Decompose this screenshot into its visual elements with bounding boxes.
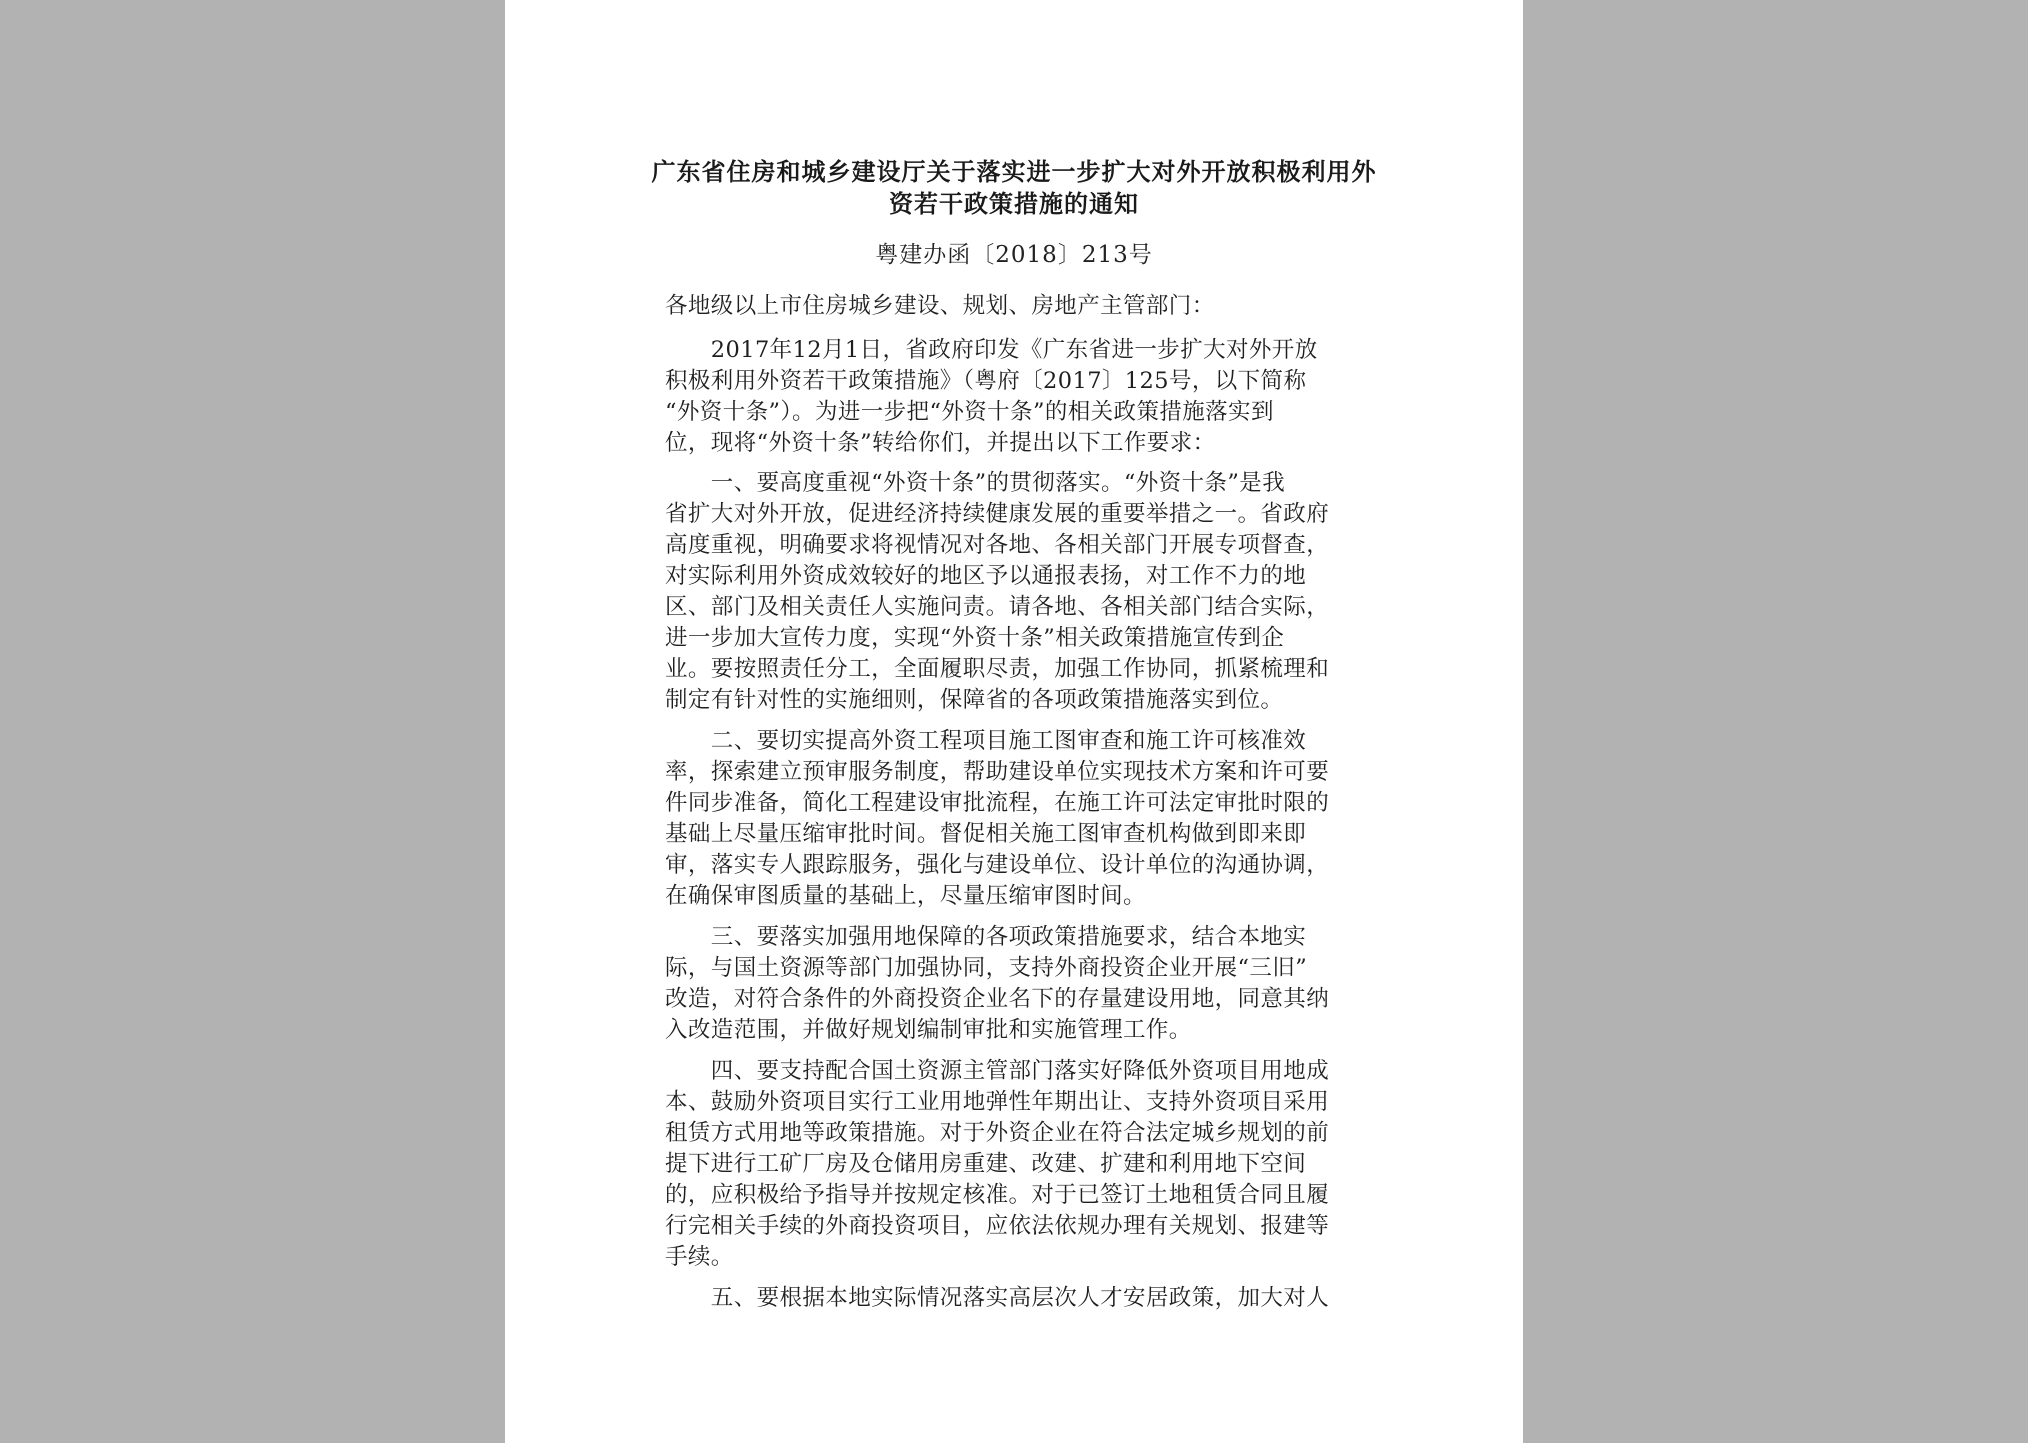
body-line: 行完相关手续的外商投资项目，应依法依规办理有关规划、报建等	[665, 1213, 1330, 1239]
body-line: 省扩大对外开放，促进经济持续健康发展的重要举措之一。省政府	[665, 501, 1330, 527]
body-line: 二、要切实提高外资工程项目施工图审查和施工许可核准效	[665, 728, 1307, 754]
body-line: 改造，对符合条件的外商投资企业名下的存量建设用地，同意其纳	[665, 986, 1330, 1012]
body-line: 进一步加大宣传力度，实现“外资十条”相关政策措施宣传到企	[665, 625, 1285, 651]
body-line: 审，落实专人跟踪服务，强化与建设单位、设计单位的沟通协调，	[665, 852, 1330, 878]
document-page	[505, 0, 1523, 1443]
document-number: 粤建办函〔2018〕213号	[875, 242, 1153, 268]
body-line: 制定有针对性的实施细则，保障省的各项政策措施落实到位。	[665, 687, 1284, 713]
body-line: 率，探索建立预审服务制度，帮助建设单位实现技术方案和许可要	[665, 759, 1330, 785]
body-line: 本、鼓励外资项目实行工业用地弹性年期出让、支持外资项目采用	[665, 1089, 1330, 1115]
body-line: 四、要支持配合国土资源主管部门落实好降低外资项目用地成	[665, 1058, 1330, 1084]
body-line: 2017年12月1日，省政府印发《广东省进一步扩大对外开放	[665, 337, 1318, 363]
body-line: 际，与国土资源等部门加强协同，支持外商投资企业开展“三旧”	[665, 955, 1308, 981]
body-line: 一、要高度重视“外资十条”的贯彻落实。“外资十条”是我	[665, 470, 1286, 496]
document-title-line-1: 广东省住房和城乡建设厅关于落实进一步扩大对外开放积极利用外	[651, 158, 1377, 186]
salutation: 各地级以上市住房城乡建设、规划、房地产主管部门：	[665, 293, 1215, 319]
body-line: 对实际利用外资成效较好的地区予以通报表扬，对工作不力的地	[665, 563, 1307, 589]
body-line: 基础上尽量压缩审批时间。督促相关施工图审查机构做到即来即	[665, 821, 1307, 847]
body-line: 积极利用外资若干政策措施》（粤府〔2017〕125号，以下简称	[665, 368, 1307, 394]
body-line: 提下进行工矿厂房及仓储用房重建、改建、扩建和利用地下空间	[665, 1151, 1307, 1177]
body-line: “外资十条”）。为进一步把“外资十条”的相关政策措施落实到	[665, 399, 1274, 425]
body-line: 区、部门及相关责任人实施问责。请各地、各相关部门结合实际，	[665, 594, 1330, 620]
body-line: 在确保审图质量的基础上，尽量压缩审图时间。	[665, 883, 1146, 909]
body-line: 手续。	[665, 1244, 734, 1270]
body-line: 三、要落实加强用地保障的各项政策措施要求，结合本地实	[665, 924, 1307, 950]
body-line: 入改造范围，并做好规划编制审批和实施管理工作。	[665, 1017, 1192, 1043]
body-line: 业。要按照责任分工，全面履职尽责，加强工作协同，抓紧梳理和	[665, 656, 1330, 682]
body-line: 租赁方式用地等政策措施。对于外资企业在符合法定城乡规划的前	[665, 1120, 1330, 1146]
body-line: 高度重视，明确要求将视情况对各地、各相关部门开展专项督查，	[665, 532, 1330, 558]
body-line: 位，现将“外资十条”转给你们，并提出以下工作要求：	[665, 430, 1216, 456]
document-title-line-2: 资若干政策措施的通知	[889, 190, 1139, 218]
body-line: 五、要根据本地实际情况落实高层次人才安居政策，加大对人	[665, 1285, 1330, 1311]
body-line: 的，应积极给予指导并按规定核准。对于已签订土地租赁合同且履	[665, 1182, 1330, 1208]
body-line: 件同步准备，简化工程建设审批流程，在施工许可法定审批时限的	[665, 790, 1330, 816]
